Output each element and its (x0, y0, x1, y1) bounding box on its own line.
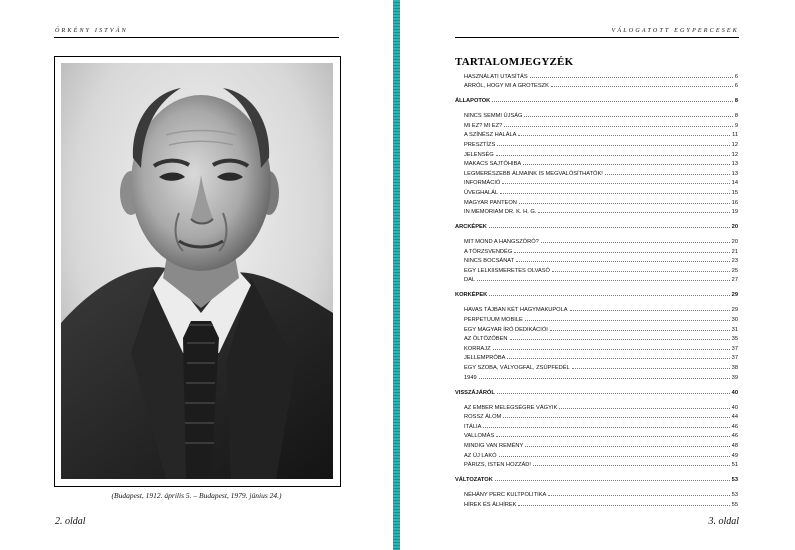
toc-dot-leader (525, 319, 730, 321)
toc-dot-leader (502, 182, 729, 184)
toc-entry-title: 1949 (464, 374, 477, 381)
toc-dot-leader (548, 494, 729, 496)
toc-entry[interactable] (455, 80, 738, 90)
page-number-right: 3. oldal (708, 516, 739, 527)
toc-entry-page: 29 (731, 307, 738, 314)
toc-entry[interactable] (455, 119, 738, 129)
toc-dot-leader (493, 348, 730, 350)
toc-entry-page: 38 (731, 364, 738, 371)
toc-entry[interactable] (455, 333, 738, 343)
toc-dot-leader (541, 241, 730, 243)
toc-entry-page: 8 (734, 113, 738, 120)
toc-entry-page: 40 (731, 404, 738, 411)
toc-entry-title: EGY MAGYAR ÍRÓ DEDIKÁCIÓI (464, 326, 548, 333)
toc-entry-title: AZ EMBER MELEGSÉGRE VÁGYIK (464, 404, 558, 411)
left-page (0, 0, 393, 550)
toc-entry-title: LEGMERÉSZEBB ÁLMAINK IS MEGVALÓSÍTHATÓK! (464, 170, 603, 177)
toc-section-entry[interactable] (455, 289, 738, 299)
toc-entry-title: NINCS BOCSÁNAT (464, 258, 515, 265)
toc-entry-title: ITÁLIA (464, 423, 482, 430)
right-page (400, 0, 795, 550)
toc-entry-title: ARRÓL, HOGY MI A GROTESZK (464, 83, 549, 90)
toc-dot-leader (495, 479, 730, 481)
toc-section-entry[interactable] (455, 220, 738, 230)
toc-dot-leader (552, 270, 730, 272)
toc-dot-leader (523, 163, 729, 165)
toc-section-entry[interactable] (455, 95, 738, 105)
toc-entry-page: 6 (734, 83, 738, 90)
toc-entry[interactable] (455, 371, 738, 381)
toc-entry-page: 44 (731, 414, 738, 421)
toc-entry-page: 16 (731, 199, 738, 206)
table-of-contents (455, 70, 738, 508)
toc-entry[interactable] (455, 342, 738, 352)
toc-dot-leader (533, 464, 730, 466)
toc-entry-page: 12 (731, 151, 738, 158)
toc-entry-title: MAGYAR PANTEON (464, 199, 517, 206)
toc-entry[interactable] (455, 323, 738, 333)
toc-entry-page: 23 (731, 258, 738, 265)
toc-entry-page: 27 (731, 277, 738, 284)
toc-entry-page: 49 (731, 452, 738, 459)
toc-entry[interactable] (455, 110, 738, 120)
toc-dot-leader (500, 192, 730, 194)
toc-entry-title: KORKÉPEK (455, 292, 488, 299)
toc-dot-leader (489, 294, 729, 296)
toc-entry[interactable] (455, 158, 738, 168)
toc-dot-leader (510, 338, 730, 340)
toc-entry-page: 13 (731, 161, 738, 168)
toc-entry[interactable] (455, 430, 738, 440)
toc-entry-title: JELENSÉG (464, 151, 494, 158)
toc-entry-title: ROSSZ ÁLOM (464, 414, 502, 421)
toc-entry[interactable] (455, 167, 738, 177)
toc-entry-title: MI EZ? MI EZ? (464, 122, 503, 129)
toc-dot-leader (504, 125, 733, 127)
portrait-photo-frame (54, 56, 341, 487)
toc-section-entry[interactable] (455, 386, 738, 396)
toc-section-entry[interactable] (455, 473, 738, 483)
toc-entry[interactable] (455, 148, 738, 158)
toc-entry-title: JELLEMPRÓBA (464, 355, 506, 362)
toc-entry[interactable] (455, 196, 738, 206)
header-rule-left (54, 37, 339, 38)
toc-title: TARTALOMJEGYZÉK (455, 56, 574, 68)
toc-dot-leader (499, 455, 730, 457)
toc-entry[interactable] (455, 498, 738, 508)
toc-entry-page: 19 (731, 209, 738, 216)
toc-dot-leader (570, 309, 730, 311)
toc-entry-title: MINDIG VAN REMÉNY (464, 442, 524, 449)
toc-dot-leader (551, 85, 733, 87)
toc-entry-title: A SZÍNÉSZ HALÁLA (464, 132, 517, 139)
page-divider (393, 0, 400, 550)
toc-entry-page: 53 (731, 477, 738, 484)
toc-dot-leader (559, 407, 729, 409)
toc-entry-page: 55 (731, 501, 738, 508)
toc-entry-page: 20 (731, 239, 738, 246)
toc-entry-page: 46 (731, 433, 738, 440)
toc-entry-title: PRESZTÍZS (464, 141, 496, 148)
toc-entry-page: 9 (734, 122, 738, 129)
toc-dot-leader (489, 226, 730, 228)
toc-entry-title: VÁLTOZATOK (455, 477, 493, 484)
toc-dot-leader (519, 202, 730, 204)
toc-entry-page: 37 (731, 355, 738, 362)
toc-entry-title: AZ ÚJ LAKÓ (464, 452, 497, 459)
toc-entry-page: 48 (731, 442, 738, 449)
toc-dot-leader (492, 100, 733, 102)
toc-entry-title: PERPETUUM MOBILE (464, 317, 523, 323)
toc-entry-title: HAVAS TÁJBAN KÉT HAGYMAKUPOLA (464, 307, 568, 314)
toc-entry-title: NÉHÁNY PERC KULTPOLITIKA (464, 492, 547, 499)
toc-entry-page: 31 (731, 326, 738, 333)
toc-entry[interactable] (455, 264, 738, 274)
toc-entry-title: ÁLLAPOTOK (455, 98, 491, 105)
toc-entry[interactable] (455, 401, 738, 411)
toc-dot-leader (483, 426, 729, 428)
toc-entry[interactable] (455, 235, 738, 245)
toc-dot-leader (496, 154, 730, 156)
portrait-photo (61, 63, 333, 479)
toc-dot-leader (514, 251, 729, 253)
toc-dot-leader (538, 211, 729, 213)
toc-entry-title: INFORMÁCIÓ (464, 180, 501, 187)
toc-entry-title: VISSZÁJÁRÓL (455, 389, 495, 396)
toc-dot-leader (516, 260, 730, 262)
toc-entry-page: 12 (731, 141, 738, 148)
toc-entry-page: 21 (731, 248, 738, 255)
toc-entry[interactable] (455, 70, 738, 80)
toc-dot-leader (525, 445, 729, 447)
toc-entry-title: VALLOMÁS (464, 433, 495, 440)
toc-entry[interactable] (455, 439, 738, 449)
toc-entry-page: 25 (731, 267, 738, 274)
toc-dot-leader (572, 367, 730, 369)
toc-entry-title: ARCKÉPEK (455, 224, 487, 231)
toc-entry-title: IN MEMORIAM DR. K. H. G. (464, 209, 537, 216)
toc-entry[interactable] (455, 255, 738, 265)
toc-entry[interactable] (455, 449, 738, 459)
toc-entry-page: 53 (731, 492, 738, 499)
toc-entry-title: MAKACS SAJTÓHIBA (464, 161, 522, 168)
toc-entry-title: ÜVEGHALÁL (464, 189, 499, 196)
page-number-left: 2. oldal (55, 516, 86, 527)
toc-dot-leader (605, 173, 730, 175)
toc-dot-leader (503, 416, 729, 418)
toc-entry-page: 30 (731, 317, 738, 323)
toc-entry-page: 8 (734, 98, 738, 105)
toc-entry-title: MIT MOND A HANGSZÓRÓ? (464, 239, 539, 246)
toc-entry[interactable] (455, 488, 738, 498)
running-head-right: VÁLOGATOTT EGYPERCESEK (611, 28, 739, 34)
toc-entry[interactable] (455, 420, 738, 430)
toc-entry-title: EGY SZOBA, VÁLYOGFAL, ZSÚPFEDÉL (464, 364, 570, 371)
toc-entry-page: 14 (731, 180, 738, 187)
toc-entry-title: NINCS SEMMI ÚJSÁG (464, 113, 523, 120)
toc-entry-page: 37 (731, 345, 738, 352)
toc-entry-page: 39 (731, 374, 738, 381)
toc-entry[interactable] (455, 177, 738, 187)
toc-entry[interactable] (455, 313, 738, 323)
toc-entry[interactable] (455, 138, 738, 148)
photo-caption: (Budapest, 1912. április 5. – Budapest, 1979. június 24.) (111, 491, 282, 500)
toc-entry[interactable] (455, 411, 738, 421)
toc-entry-page: 51 (731, 462, 738, 469)
toc-entry[interactable] (455, 206, 738, 216)
toc-entry[interactable] (455, 361, 738, 371)
toc-entry-page: 15 (731, 189, 738, 196)
toc-entry-title: PÁRIZS, ISTEN HOZZÁD! (464, 462, 531, 469)
toc-dot-leader (497, 144, 729, 146)
toc-entry-title: HÍREK ÉS ÁLHÍREK (464, 501, 517, 508)
toc-dot-leader (479, 377, 730, 379)
toc-entry-title: DAL (464, 277, 476, 284)
toc-dot-leader (507, 357, 729, 359)
toc-entry-page: 11 (732, 132, 738, 139)
toc-entry-page: 40 (731, 389, 738, 396)
toc-entry-page: 46 (731, 423, 738, 430)
toc-entry-title: AZ ÖLTÖZŐBEN (464, 336, 508, 343)
toc-dot-leader (496, 435, 729, 437)
toc-entry-title: A TÖRZSVENDÉG (464, 248, 513, 255)
toc-entry-page: 20 (731, 224, 738, 231)
toc-entry-title: HASZNÁLATI UTASÍTÁS (464, 73, 528, 80)
toc-dot-leader (497, 392, 730, 394)
toc-entry-page: 13 (731, 170, 738, 177)
toc-entry[interactable] (455, 129, 738, 139)
toc-entry-title: KORRAJZ (464, 345, 491, 352)
toc-entry[interactable] (455, 304, 738, 314)
toc-entry-page: 6 (734, 73, 738, 80)
toc-entry[interactable] (455, 245, 738, 255)
toc-entry[interactable] (455, 186, 738, 196)
toc-dot-leader (530, 76, 733, 78)
header-rule-right (455, 37, 739, 38)
toc-dot-leader (518, 134, 730, 136)
toc-entry-page: 29 (731, 292, 738, 299)
toc-entry-page: 35 (731, 336, 738, 343)
toc-entry[interactable] (455, 274, 738, 284)
toc-entry-title: EGY LELKIISMERETES OLVASÓ (464, 267, 550, 274)
toc-dot-leader (518, 504, 729, 506)
toc-entry[interactable] (455, 459, 738, 469)
toc-dot-leader (550, 329, 730, 331)
running-head-left: ÖRKÉNY ISTVÁN (55, 28, 128, 34)
toc-entry[interactable] (455, 352, 738, 362)
toc-dot-leader (524, 115, 732, 117)
toc-dot-leader (477, 279, 730, 281)
